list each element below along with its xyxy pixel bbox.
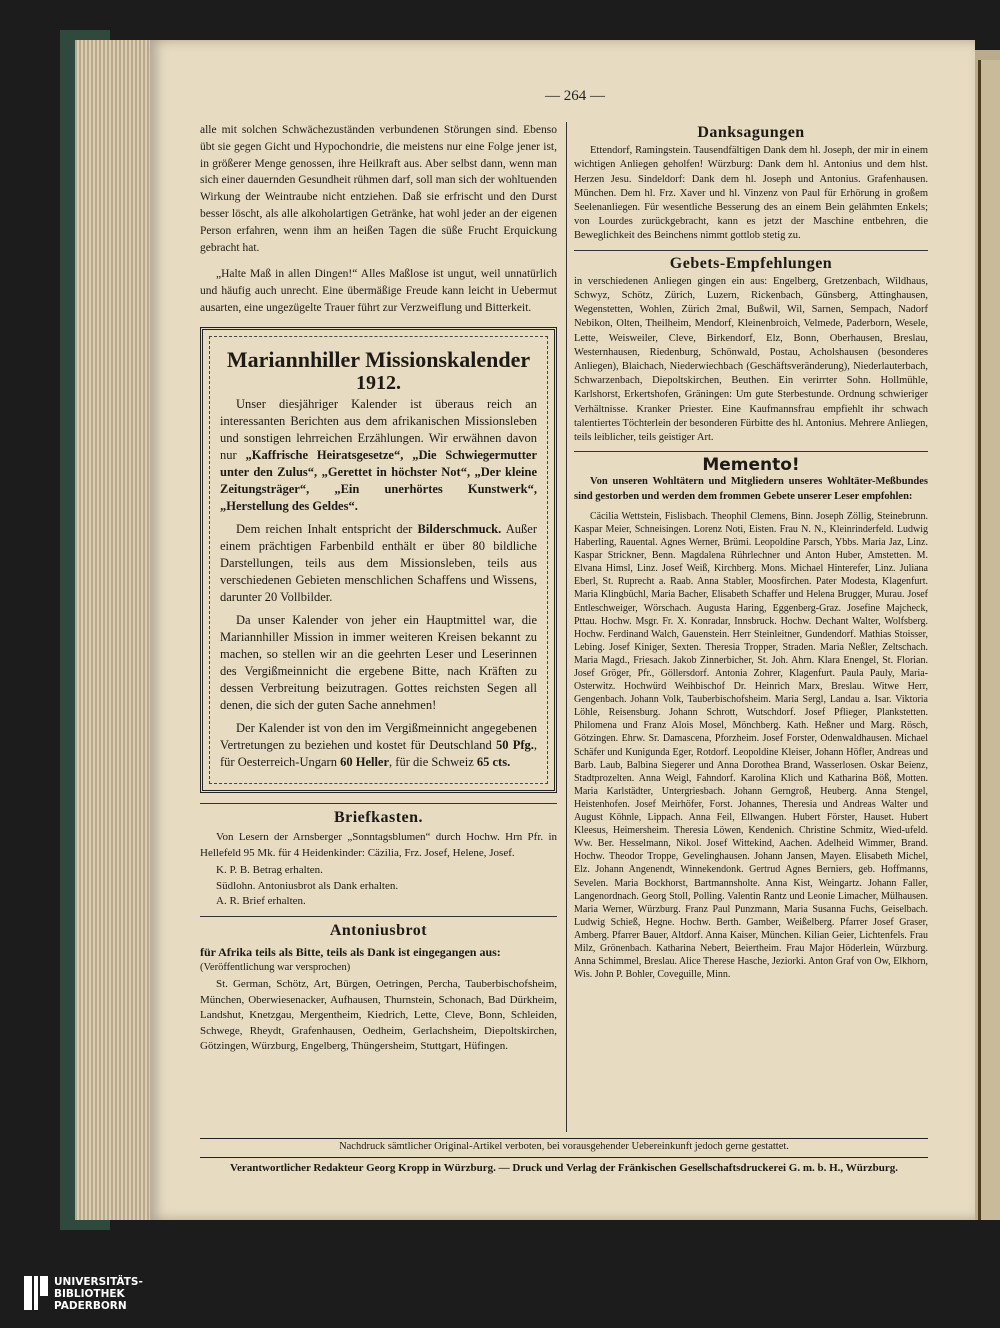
advertisement-body <box>220 396 537 771</box>
antoniusbrot-subtitle: für Afrika teils als Bitte, teils als Dank ist eingegangen aus: <box>200 944 501 959</box>
library-line-2: BIBLIOTHEK <box>54 1288 125 1300</box>
danksagungen-text: Ettendorf, Ramingstein. Tausendfältigen Dank dem hl. Joseph, der mir in einem wichtigen Anliegen geholfen! Würzburg: Dank dem hl. Antonius und dem hlst. Herzen Jesu. Sindeldorf: Dank dem hl. Joseph und Antonius. Grafenhausen. München. Dem hl. Frz. Xaver und hl. Vinzenz von Paul für Erhörung in großem Seelenanliegen. Für wesentliche Besserung des an einem Bein gelähmten Enkels; von Lourdes zurückgebracht, kann es jetzt der Maschine entbehren, die Beweglichkeit des Beinchens nimmt gottlob stetig zu. <box>574 145 928 242</box>
ad-text: Der Kalender ist von den im Vergißmeinnicht angegebenen Vertretungen zu beziehen und kostet für Deutschland <box>220 720 537 752</box>
ad-text: , für Oesterreich-Ungarn <box>220 737 537 769</box>
price-austria: 60 Heller <box>340 754 390 769</box>
briefkasten-item: Südlohn. Antoniusbrot als Dank erhalten. <box>216 879 399 892</box>
column-divider <box>566 122 567 1132</box>
advertisement-year: 1912. <box>356 371 401 394</box>
reprint-notice: Nachdruck sämtlicher Original-Artikel verboten, bei vorausgehender Uebereinkunft jedoch gerne gestattet. <box>339 1141 789 1152</box>
paragraph-moderation: „Halte Maß in allen Dingen!“ Alles Maßlose ist ungut, weil unnatürlich und häufig auch unrecht. Eine übermäßige Freude kann leicht in Uebermut ausarten, eine ungezügelte Trauer führt zur Verzweiflung und Bitterkeit. <box>200 268 557 314</box>
ad-text: , für die Schweiz <box>389 754 477 769</box>
price-germany: 50 Pfg. <box>495 737 534 752</box>
ad-paragraph-3: Da unser Kalender von jeher ein Hauptmittel war, die Mariannhiller Mission in immer weiteren Kreisen bekannt zu machen, so stellen wir an die geehrten Leser und Leserinnen des Vergißmeinnicht die ergebene Bitte, nach Kräften zu dessen Verbreitung beizutragen. Gottes reichsten Segen all denen, die sich der guten Sache annehmen! <box>220 612 537 712</box>
library-line-1: UNIVERSITÄTS- <box>54 1276 143 1288</box>
section-rule <box>574 250 928 251</box>
advertisement-inner-frame <box>209 336 548 784</box>
library-logo-icon <box>24 1276 48 1310</box>
memento-intro: Von unseren Wohltätern und Mitgliedern unseres Wohltäter-Meßbundes sind gestorben und werden dem frommen Gebete unserer Leser empfohlen: <box>574 476 928 502</box>
gebets-text: in verschiedenen Anliegen gingen ein aus: Engelberg, Gretzenbach, Wildhaus, Schwyz, Schötz, Zürich, Luzern, Rickenbach, Günsberg, Attinghausen, Wegenstetten, Wohlen, Zürich 2mal, Bußwil, Wil, Sarnen, Sempach, Nadorf Nebikon, Olten, Theilheim, Mendorf, Kleinenbroich, Velmede, Paderborn, Wesele, Lette, Weisweiler, Cleve, Birkendorf, Elz, Bonn, Oberhausen, Breslau, Westernhausen, Riedenburg, Schönwald, Postau, Acholshausen (besonderes Anliegen), Blaichach, Niederwiechbach (Geschäftsveränderung), Niederlauterbach, Schwarzenbach, Diepoltskirchen, Beuthen. Ein verirrter Sohn. Hollmühle, Karlshorst, Erkertshofen, Gräningen: Um gute Sterbestunde. Ordnung schwieriger Verhältnisse. Kranker Priester. Eine Kaufmannsfrau empfiehlt ihr schwach talentiertes Töchterlein der besonderen Fürbitte des hl. Antonius. Mehrere Anliegen, teils leiblicher, teils geistiger Art. <box>574 275 928 444</box>
gebets-title: Gebets-Empfehlungen <box>669 254 833 272</box>
briefkasten-item: A. R. Brief erhalten. <box>216 895 306 908</box>
antoniusbrot-title: Antoniusbrot <box>329 921 428 939</box>
facing-page-inner <box>978 60 1000 1220</box>
imprint: Verantwortlicher Redakteur Georg Kropp in Würzburg. — Druck und Verlag der Fränkischen Gesellschaftsdruckerei G. m. b. H., Würzburg. <box>230 1162 898 1174</box>
page-number: — 264 — <box>545 88 605 104</box>
antoniusbrot-list: St. German, Schötz, Art, Bürgen, Oetringen, Percha, Tauberbischofsheim, München, Oberwiesenacker, Aufhausen, Thurnstein, Schonach, Bad Dürkheim, Landshut, Knetzgau, Mergentheim, Kiedrich, Lette, Cleve, Bonn, Schleiden, Schwege, Rheydt, Grafenhausen, Oedheim, Gerlachsheim, Diepoltskirchen, Götzingen, Würzburg, Engelberg, Thüngersheim, Stuttgart, Hüfingen. <box>200 978 557 1053</box>
advertisement-title: Mariannhiller Missionskalender <box>226 346 531 372</box>
ad-text: Dem reichen Inhalt entspricht der <box>236 521 418 536</box>
ad-paragraph-1 <box>220 396 537 515</box>
ad-paragraph-4 <box>220 720 537 771</box>
ad-text: Außer einem prächtigen Farbenbild enthält er über 80 bildliche Darstellungen, teils aus dem Missionsleben, teils aus verschiedenen Gebieten menschlichen Schaffens und Wissens, darunter 20 Vollbilder. <box>220 521 537 604</box>
library-line-3: PADERBORN <box>54 1300 127 1312</box>
ad-text: Unser diesjähriger Kalender ist überaus reich an interessanten Berichten aus dem afrikanischen Missionsleben und sonstigen lehrreichen Erzählungen. Wir erwähnen davon nur <box>220 396 537 462</box>
danksagungen-title: Danksagungen <box>697 124 805 141</box>
briefkasten-item: K. P. B. Betrag erhalten. <box>216 864 323 877</box>
antoniusbrot-note: (Veröffentlichung war versprochen) <box>200 962 351 974</box>
footer-rule <box>200 1138 928 1139</box>
section-rule <box>574 451 928 452</box>
ad-emphasis: Bilderschmuck. <box>417 521 502 536</box>
ad-paragraph-2 <box>220 521 537 606</box>
library-name <box>54 1276 143 1312</box>
right-column <box>574 122 928 987</box>
memento-title: Memento! <box>702 455 800 476</box>
briefkasten-title: Briefkasten. <box>333 808 424 826</box>
memento-list: Cäcilia Wettstein, Fislisbach. Theophil Clemens, Binn. Joseph Zöllig, Steinebrunn. Kaspar Meier, Schneisingen. Lorenz Noti, Eisten. Frau N. N., Kleinrinderfeld. Ludwig Haberling, Rauental. Agnes Werner, Brümi. Leopoldine Parsch, Ybbs. Maria Jaz, Linz. Kaspar Strickner, Benn. Magdalena Rührlechner und Anton Huber, Amstetten. M. Elvana Himsl, Linz. Josef Weiß, Kirchberg. Mons. Michael Hinterefer, Linz. Juliana Eberl, St. Ruprecht a. Raab. Anna Stabler, Moosfirchen. Pater Modesta, Klagenfurt. Maria Klingbüchl, Maria Bacher, Elisabeth Schaffer und Helena Brugger, Murau. Josef Entleschweiger, Wörschach. Augusta Haring, Eggenberg-Graz. Josefine Majcheck, Pttau. Hochw. Msgr. Fr. X. Konradar, Innsbruck. Hochw. Dechant Walter, Wolfsberg. Hochw. Ferdinand Walch, Gauenstein. Herr Steinleitner, Gundendorf. Mathias Stoisser, Lebing. Josef Kiniger, Sexten. Theresia Tropper, Straden. Maria Neßler, Zeltschach. Maria Magd., Friesach. Jakob Zinnerbicher, St. Joh. Ahrn. Klara Enengel, St. Florian. Josef Gröger, Pfr., Göllersdorf. Antonia Zohrer, Klagenfurt. Paula Pauly, Maria-Osterwitz. Hochwürd Weihbischof Dr. Heinrich Marx, Breslau. Witwe Herr, Gengenbach. Johann Volk, Tauberbischofsheim. Maria Sergl, Landau a. Isar. Viktoria Löhle, Reisensburg. Johann Schrott, Wutschdorf. Josef Pflieger, Plankstetten. Philomena und Franz Alois Mosel, Mönchberg. Kath. Heßner und Marg. Rösch, Götzingen. Ehrw. Sr. Damascena, Pforzheim. Josef Forster, Odenwaldhausen. Michael Schäfer und Kunigunda Eger, Rotdorf. Leopoldine Kleiser, Johann Höfler, Andreas und Barb. Laub, Balbina Siegerer und Anna Dorothea Brand, Wasserlosen. Oskar Beienz, Stadtprozelten. Anna Weigl, Fahndorf. Karolina Klich und Katharina Böß, Motten. Maria Karlstädter, Untergriesbach. Johann Gerngroß, Heuberg. Anna Stengel, Heistenhofen. Josef Meirhöfer, Forst. Johannes, Theresia und Andreas Walter und August Köhnle, Lippach. Anna Feil, Ellwangen. Hubert Förster, Hauset. Hubert Kleesus, Heimersheim. Theresia Löwen, Kendenich. Christine Schmitz, Wied-ufeld. Ww. Ber. Hesselmann, Nikol. Josef Wittekind, Aachen. Adelheid Wimmer, Brand. Hochw. Theodor Troppe, Gevelinghausen. Johann Jansen, Mayen. Elisabeth Michel, Elz. Johann Angenendt, Winnekendonk. Gertrud Agnes Berniers, geb. Hoffmanns, Sevelen. Maria Bockhorst, Bartmannsholte. Anna Kist, Weingartz. Johann Faller, Langenordnach. Georg Stoll, Polling. Valentin Rantz und Leonie Limacher, Mülhausen. Maria Werner, Würzburg. Franz Paul Punzmann, Maria Susanna Fuchs, Geiselbach. Ludwig Schieß, Hegne. Hochw. Berth. Gamber, Weißelberg. Pfarrer Josef Graser, Amberg. Pfarrer Bauer, Altdorf. Anna Kaiser, München. Kilian Geier, Lichtenfels. Frau Milz, Grönenbach. Katharina Nebert, Beiertheim. Frau Major Höderlein, Würzburg. Anna Schimmel, Breslau. Alice Therese Hasche, Jeziorki. Anton Graf von Ow, Elkhorn, Wis. John P. Bohler, Coveguille, Minn. <box>574 510 928 981</box>
briefkasten-intro: Von Lesern der Arnsberger „Sonntagsblumen“ durch Hochw. Hrn Pfr. in Hellefeld 95 Mk. für 4 Heidenkinder: Cäzilia, Frz. Josef, Helene, Josef. <box>200 831 557 859</box>
calendar-advertisement <box>200 327 557 793</box>
footer-rule <box>200 1157 928 1158</box>
ad-titles-emphasis: „Kaffrische Heiratsgesetze“, „Die Schwiegermutter unter den Zulus“, „Gerettet in höchster Not“, „Der kleine Zeitungsträger“, „Ein unerhörtes Kunstwerk“, „Herstellung des Geldes“. <box>220 447 537 513</box>
price-switzerland: 65 cts. <box>476 754 511 769</box>
paragraph-intro: alle mit solchen Schwächezuständen verbundenen Störungen sind. Ebenso übt sie gegen Gicht und Hypochondrie, die meistens nur eine Folge jener ist, in größerer Menge genossen, ihre Heilkraft aus. Aber selbst dann, wenn man sich einer dauernden Gesundheit rühmen darf, soll man sich der wohltuenden Wirkung der Weintraube nicht entziehen. Daß sie erfrischt und den Durst besser löscht, als alle alkoholartigen Getränke, hat wohl jeder an der eigenen Person erfahren, wenn ihm an heißen Tagen die süße Frucht Erquickung gebracht hat. <box>200 124 557 254</box>
left-column <box>200 122 557 1061</box>
section-rule <box>200 803 557 804</box>
section-rule <box>200 916 557 917</box>
